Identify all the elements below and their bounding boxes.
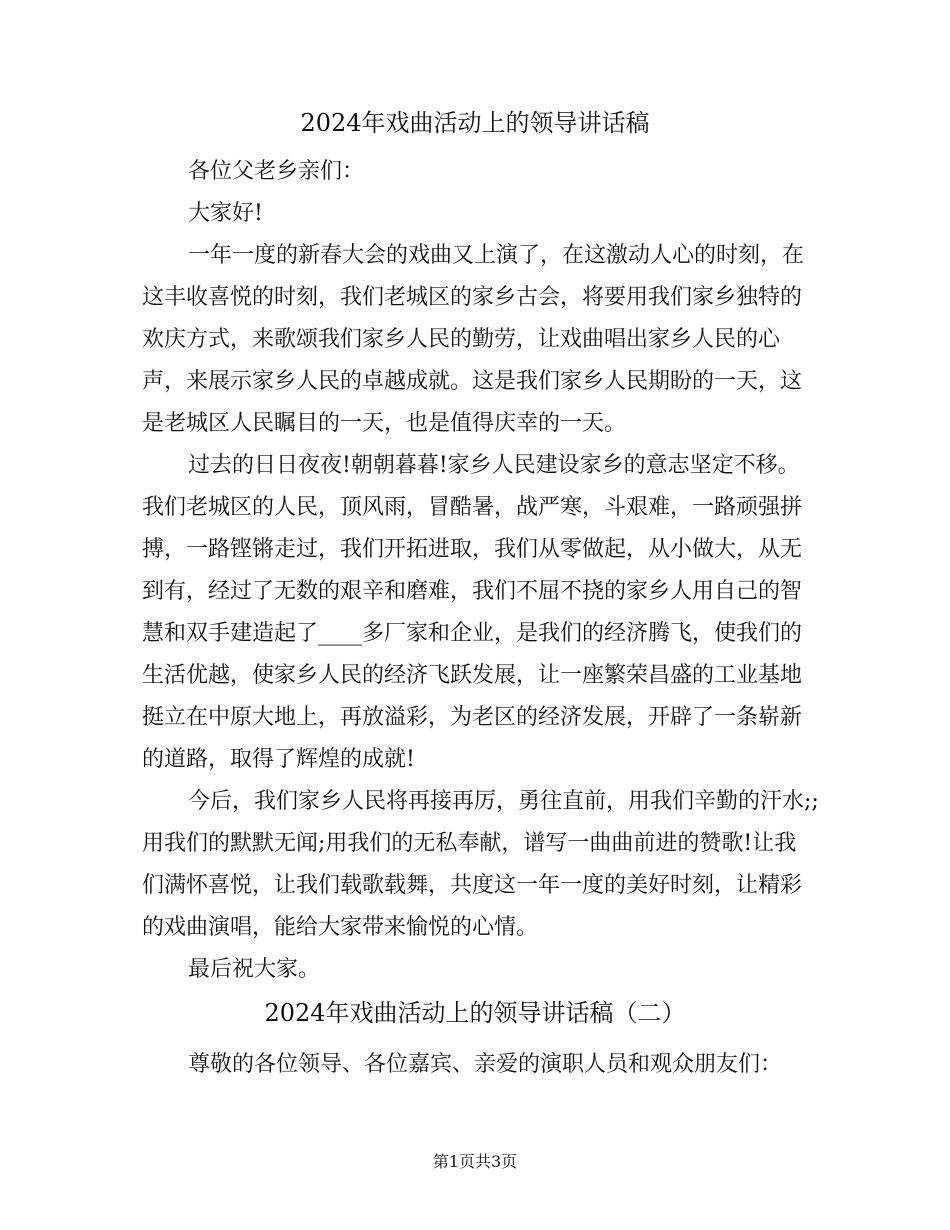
paragraph-line: 的戏曲演唱，能给大家带来愉悦的心情。 [142,915,539,940]
paragraph-line: 用我们的默默无闻;用我们的无私奉献，谱写一曲曲前进的赞歌!让我 [142,831,797,856]
section-title: 2024年戏曲活动上的领导讲话稿（二） [264,999,686,1027]
paragraph-line: 的道路，取得了辉煌的成就! [142,747,415,772]
paragraph-line: 欢庆方式，来歌颂我们家乡人民的勤劳，让戏曲唱出家乡人民的心 [142,327,781,352]
paragraph-line: 这丰收喜悦的时刻，我们老城区的家乡古会，将要用我们家乡独特的 [142,285,803,310]
closing: 最后祝大家。 [188,957,321,982]
paragraph-line: 们满怀喜悦，让我们载歌载舞，共度这一年一度的美好时刻，让精彩 [142,873,803,898]
paragraph-line: 生活优越，使家乡人民的经济飞跃发展，让一座繁荣昌盛的工业基地 [142,663,803,688]
paragraph-line: 过去的日日夜夜!朝朝暮暮!家乡人民建设家乡的意志坚定不移。 [188,453,800,478]
paragraph-line: 到有，经过了无数的艰辛和磨难，我们不屈不挠的家乡人用自己的智 [142,579,803,604]
paragraph-line: 声，来展示家乡人民的卓越成就。这是我们家乡人民期盼的一天，这 [142,369,803,394]
greeting: 大家好! [188,201,263,226]
paragraph-line: 一年一度的新春大会的戏曲又上演了，在这激动人心的时刻，在 [188,243,805,268]
salutation-2: 尊敬的各位领导、各位嘉宾、亲爱的演职人员和观众朋友们： [188,1052,783,1077]
paragraph-line: 慧和双手建造起了____多厂家和企业，是我们的经济腾飞，使我们的 [142,621,803,646]
document-title: 2024年戏曲活动上的领导讲话稿 [300,109,650,137]
page-number: 第1页共3页 [432,1152,518,1171]
paragraph-line: 是老城区人民瞩目的一天，也是值得庆幸的一天。 [142,411,627,436]
paragraph-line: 搏，一路铿锵走过，我们开拓进取，我们从零做起，从小做大，从无 [142,537,803,562]
paragraph-line: 挺立在中原大地上，再放溢彩，为老区的经济发展，开辟了一条崭新 [142,705,803,730]
paragraph-line: 我们老城区的人民，顶风雨，冒酷暑，战严寒，斗艰难，一路顽强拼 [142,495,803,520]
salutation: 各位父老乡亲们： [188,159,365,184]
paragraph-line: 今后，我们家乡人民将再接再厉，勇往直前，用我们辛勤的汗水;; [188,789,819,814]
